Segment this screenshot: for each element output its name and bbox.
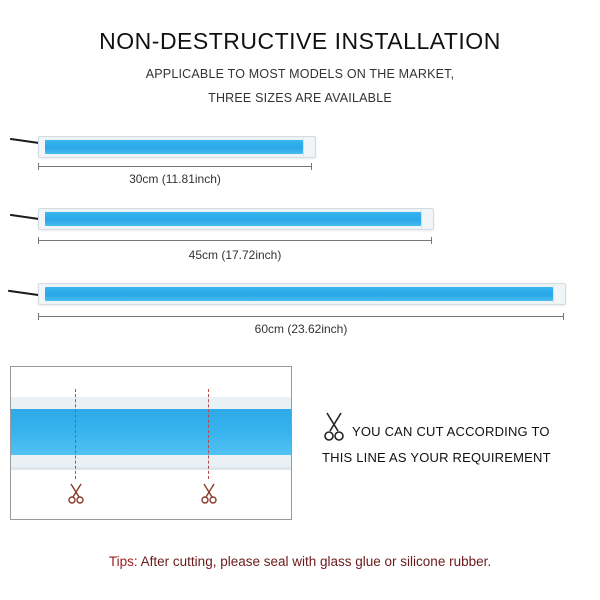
led-strip-30cm	[38, 136, 316, 158]
scissors-icon	[322, 412, 346, 442]
cut-line	[75, 389, 76, 479]
subtitle-line-1: APPLICABLE TO MOST MODELS ON THE MARKET,	[145, 67, 455, 81]
tips-label: Tips:	[108, 554, 138, 569]
size-label-30cm: 30cm (11.81inch)	[129, 172, 221, 186]
dimension-line-45cm	[38, 240, 432, 241]
tips-text	[0, 554, 600, 569]
dimension-line-30cm	[38, 166, 312, 167]
cut-note-line-1: YOU CAN CUT ACCORDING TO	[352, 424, 550, 439]
subtitle-line-2: THREE SIZES ARE AVAILABLE	[208, 91, 392, 105]
scissors-icon	[67, 483, 85, 505]
size-label-60cm: 60cm (23.62inch)	[254, 322, 348, 336]
strip-light	[11, 409, 291, 455]
cut-illustration	[10, 366, 292, 520]
dimension-line-60cm	[38, 316, 564, 317]
scissors-icon	[200, 483, 218, 505]
led-strip-60cm	[38, 283, 566, 305]
strip-wire	[10, 214, 40, 220]
cut-note-line-2: THIS LINE AS YOUR REQUIREMENT	[322, 450, 551, 465]
size-label-45cm: 45cm (17.72inch)	[188, 248, 282, 262]
tips-body: After cutting, please seal with glass glue or silicone rubber.	[137, 554, 492, 569]
led-strip-45cm	[38, 208, 434, 230]
strip-wire	[8, 290, 40, 296]
cut-line	[208, 389, 209, 479]
strip-wire	[10, 138, 40, 144]
page-title: NON-DESTRUCTIVE INSTALLATION	[99, 28, 501, 54]
